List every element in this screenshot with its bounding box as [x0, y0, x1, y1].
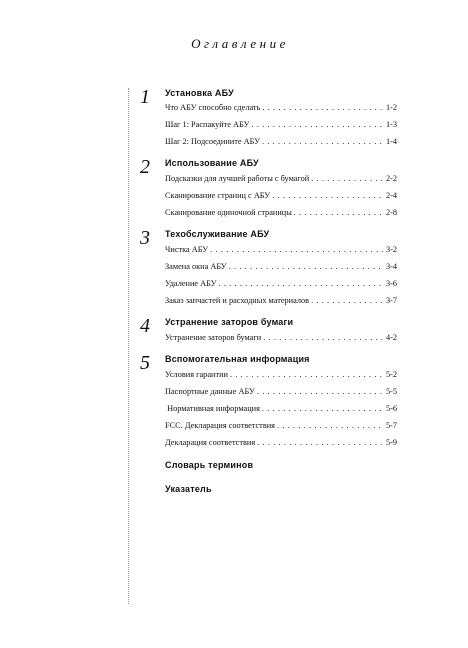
dot-leader: [219, 279, 384, 288]
toc-entry[interactable]: [165, 208, 397, 221]
toc-entry-page: 5-7: [385, 421, 397, 430]
chapter-title[interactable]: Установка АБУ: [165, 88, 234, 98]
toc-entry-page: 3-4: [385, 262, 397, 271]
glossary-link[interactable]: Словарь терминов: [165, 460, 254, 470]
dot-leader: [262, 103, 384, 112]
dot-leader: [262, 404, 384, 413]
margin-divider: [128, 88, 129, 604]
toc-entry-page: 5-6: [385, 404, 397, 413]
toc-entry[interactable]: [165, 279, 397, 292]
toc-entry-text: Замена окна АБУ: [165, 262, 227, 271]
toc-entry-page: 5-5: [385, 387, 397, 396]
toc-entry-text: Подсказки для лучшей работы с бумагой: [165, 174, 310, 183]
toc-entry-text: Удаление АБУ: [165, 279, 217, 288]
toc-entry-text: FCC. Декларация соответствия: [165, 421, 275, 430]
dot-leader: [262, 137, 384, 146]
chapter-number: 5: [140, 352, 150, 374]
dot-leader: [210, 245, 384, 254]
toc-entry[interactable]: [165, 438, 397, 451]
toc-entry[interactable]: [165, 333, 397, 346]
chapter-title[interactable]: Вспомогательная информация: [165, 354, 310, 364]
dot-leader: [257, 387, 384, 396]
dot-leader: [229, 262, 384, 271]
page-title: Оглавление: [191, 36, 289, 51]
toc-entry-text: Что АБУ способно сделать: [165, 103, 261, 112]
toc-entry-page: 4-2: [385, 333, 397, 342]
toc-entry[interactable]: [165, 120, 397, 133]
toc-entry[interactable]: [165, 245, 397, 258]
toc-entry-page: 2-8: [385, 208, 397, 217]
toc-entry-text: Декларация соответствия: [165, 438, 256, 447]
toc-entry[interactable]: [165, 103, 397, 116]
toc-entry-text: Сканирование страниц с АБУ: [165, 191, 271, 200]
chapter-title[interactable]: Техобслуживание АБУ: [165, 229, 270, 239]
dot-leader: [311, 174, 384, 183]
toc-entry-page: 1-4: [385, 137, 397, 146]
toc-entry-text: Сканирование одиночной страницы: [165, 208, 292, 217]
chapter-number: 1: [140, 86, 150, 108]
dot-leader: [311, 296, 384, 305]
toc-entry-text: Шаг 1: Распакуйте АБУ: [165, 120, 250, 129]
chapter-number: 2: [140, 156, 150, 178]
dot-leader: [277, 421, 384, 430]
toc-entry[interactable]: [165, 421, 397, 434]
dot-leader: [257, 438, 384, 447]
toc-entry[interactable]: [165, 296, 397, 309]
toc-entry-page: 3-7: [385, 296, 397, 305]
dot-leader: [251, 120, 384, 129]
toc-entry-text: Условия гарантии: [165, 370, 228, 379]
chapter-title[interactable]: Устранение заторов бумаги: [165, 317, 294, 327]
toc-entry[interactable]: [165, 174, 397, 187]
toc-entry-page: 3-6: [385, 279, 397, 288]
toc-entry[interactable]: [165, 262, 397, 275]
toc-entry-page: 5-9: [385, 438, 397, 447]
chapter-title[interactable]: Использование АБУ: [165, 158, 259, 168]
toc-entry-page: 1-3: [385, 120, 397, 129]
toc-entry-text: Чистка АБУ: [165, 245, 209, 254]
toc-entry-page: 5-2: [385, 370, 397, 379]
dot-leader: [272, 191, 384, 200]
toc-entry[interactable]: [165, 191, 397, 204]
toc-entry-text: Нормативная информация: [165, 404, 260, 413]
toc-entry[interactable]: [165, 370, 397, 383]
dot-leader: [294, 208, 384, 217]
toc-entry[interactable]: [165, 404, 397, 417]
dot-leader: [263, 333, 384, 342]
toc-entry[interactable]: [165, 387, 397, 400]
toc-entry-page: 1-2: [385, 103, 397, 112]
dot-leader: [230, 370, 384, 379]
chapter-number: 3: [140, 227, 150, 249]
index-link[interactable]: Указатель: [165, 484, 212, 494]
toc-entry-text: Заказ запчастей и расходных материалов: [165, 296, 310, 305]
chapter-number: 4: [140, 315, 150, 337]
toc-entry[interactable]: [165, 137, 397, 150]
toc-entry-text: Устранение заторов бумаги: [165, 333, 262, 342]
toc-entry-page: 3-2: [385, 245, 397, 254]
toc-entry-text: Паспортные данные АБУ: [165, 387, 255, 396]
toc-entry-text: Шаг 2: Подсоедините АБУ: [165, 137, 260, 146]
toc-entry-page: 2-4: [385, 191, 397, 200]
toc-entry-page: 2-2: [385, 174, 397, 183]
